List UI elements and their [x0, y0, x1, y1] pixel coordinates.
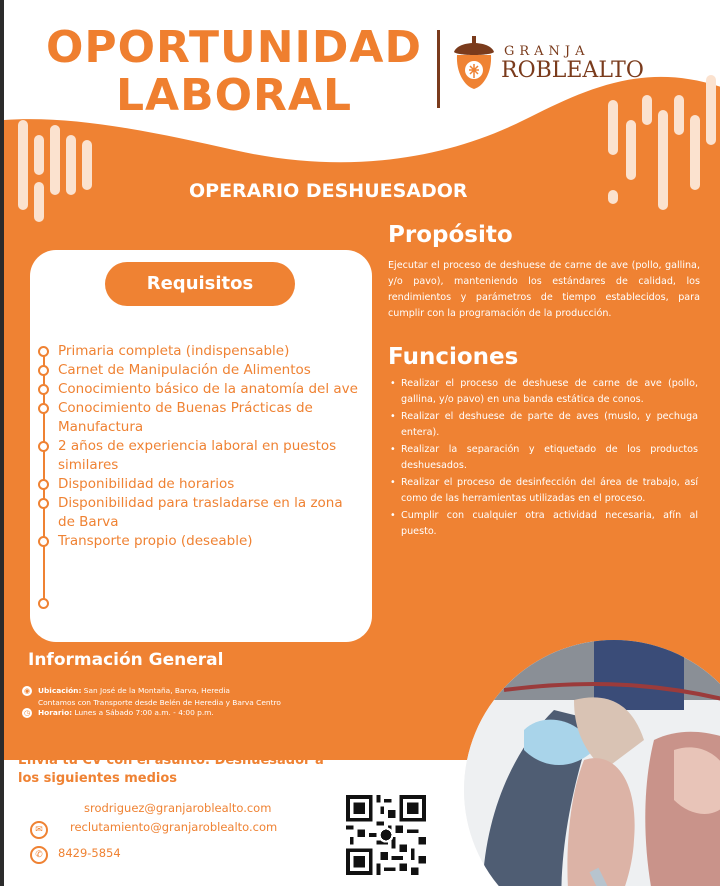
- funcion-item: • Realizar el deshuese de parte de aves (muslo, y pechuga entera).: [388, 409, 698, 441]
- funcion-item: • Realizar el proceso de deshuese de carne de ave (pollo, gallina, y/o pavo) en una banda estática de conos.: [388, 376, 698, 408]
- ubicacion-row: [22, 686, 230, 696]
- logo-granja-text: GRANJA: [504, 44, 590, 59]
- funcion-item: • Realizar la separación y etiquetado de los productos deshuesados.: [388, 442, 698, 474]
- transporte-row: [38, 698, 281, 708]
- requisitos-heading: Requisitos: [105, 262, 295, 306]
- title-line-2: LABORAL: [115, 70, 352, 121]
- email-link-1[interactable]: srodriguez@granjaroblealto.com: [84, 801, 272, 815]
- proposito-text: Ejecutar el proceso de deshuese de carne de ave (pollo, gallina, y/o pavo), manteniendo los estándares de calidad, los rendimientos y parámetros de tiempo establecidos, para cumplir con la programación de la producción.: [388, 260, 700, 319]
- requisito-item: Transporte propio (deseable): [36, 532, 361, 551]
- horario-label: Horario:: [38, 708, 73, 717]
- ubicacion-text: San José de la Montaña, Barva, Heredia: [83, 686, 230, 695]
- email-link-2[interactable]: reclutamiento@granjaroblealto.com: [70, 820, 278, 834]
- title-line-1: OPORTUNIDAD: [46, 22, 422, 73]
- location-icon: ◉: [23, 687, 31, 695]
- requisito-item: Conocimiento de Buenas Prácticas de Manufactura: [36, 399, 361, 437]
- requisito-item: 2 años de experiencia laboral en puestos similares: [36, 437, 361, 475]
- poster-title: [44, 24, 424, 120]
- phone-number[interactable]: 8429-5854: [58, 846, 121, 860]
- funciones-list: [388, 376, 698, 541]
- funciones-heading: Funciones: [388, 344, 519, 370]
- requisito-item: Primaria completa (indispensable): [36, 342, 361, 361]
- requisito-item: Disponibilidad de horarios: [36, 475, 361, 494]
- email-icon: ✉: [30, 821, 48, 839]
- horario-text: Lunes a Sábado 7:00 a.m. - 4:00 p.m.: [74, 708, 214, 717]
- ubicacion-label: Ubicación:: [38, 686, 82, 695]
- header-divider: [437, 30, 440, 108]
- whatsapp-icon: ✆: [30, 846, 48, 864]
- proposito-heading: Propósito: [388, 222, 513, 248]
- info-general-heading: Información General: [28, 650, 224, 670]
- logo-name-text: ROBLEALTO: [501, 58, 644, 83]
- timeline-end-dot: [38, 598, 49, 609]
- requisito-item: Disponibilidad para trasladarse en la zona de Barva: [36, 494, 361, 532]
- clock-icon: ◷: [23, 709, 31, 717]
- requisito-item: Carnet de Manipulación de Alimentos: [36, 361, 361, 380]
- horario-row: [22, 708, 214, 718]
- requisito-item: Conocimiento básico de la anatomía del ave: [36, 380, 361, 399]
- acorn-logo-icon: [450, 34, 498, 92]
- requisitos-list: [36, 342, 361, 551]
- transporte-text: Contamos con Transporte desde Belén de Heredia y Barva Centro: [38, 698, 281, 707]
- funcion-item: • Cumplir con cualquier otra actividad necesaria, afín al puesto.: [388, 508, 698, 540]
- qr-code[interactable]: [346, 795, 426, 875]
- requisitos-card: [30, 250, 372, 642]
- job-title: OPERARIO DESHUESADOR: [189, 180, 468, 202]
- cv-instructions: Envía tu CV con el asunto: Deshuesador a los siguientes medios: [18, 753, 324, 786]
- funcion-item: • Realizar el proceso de desinfección del área de trabajo, así como de las herramientas utilizadas en el proceso.: [388, 475, 698, 507]
